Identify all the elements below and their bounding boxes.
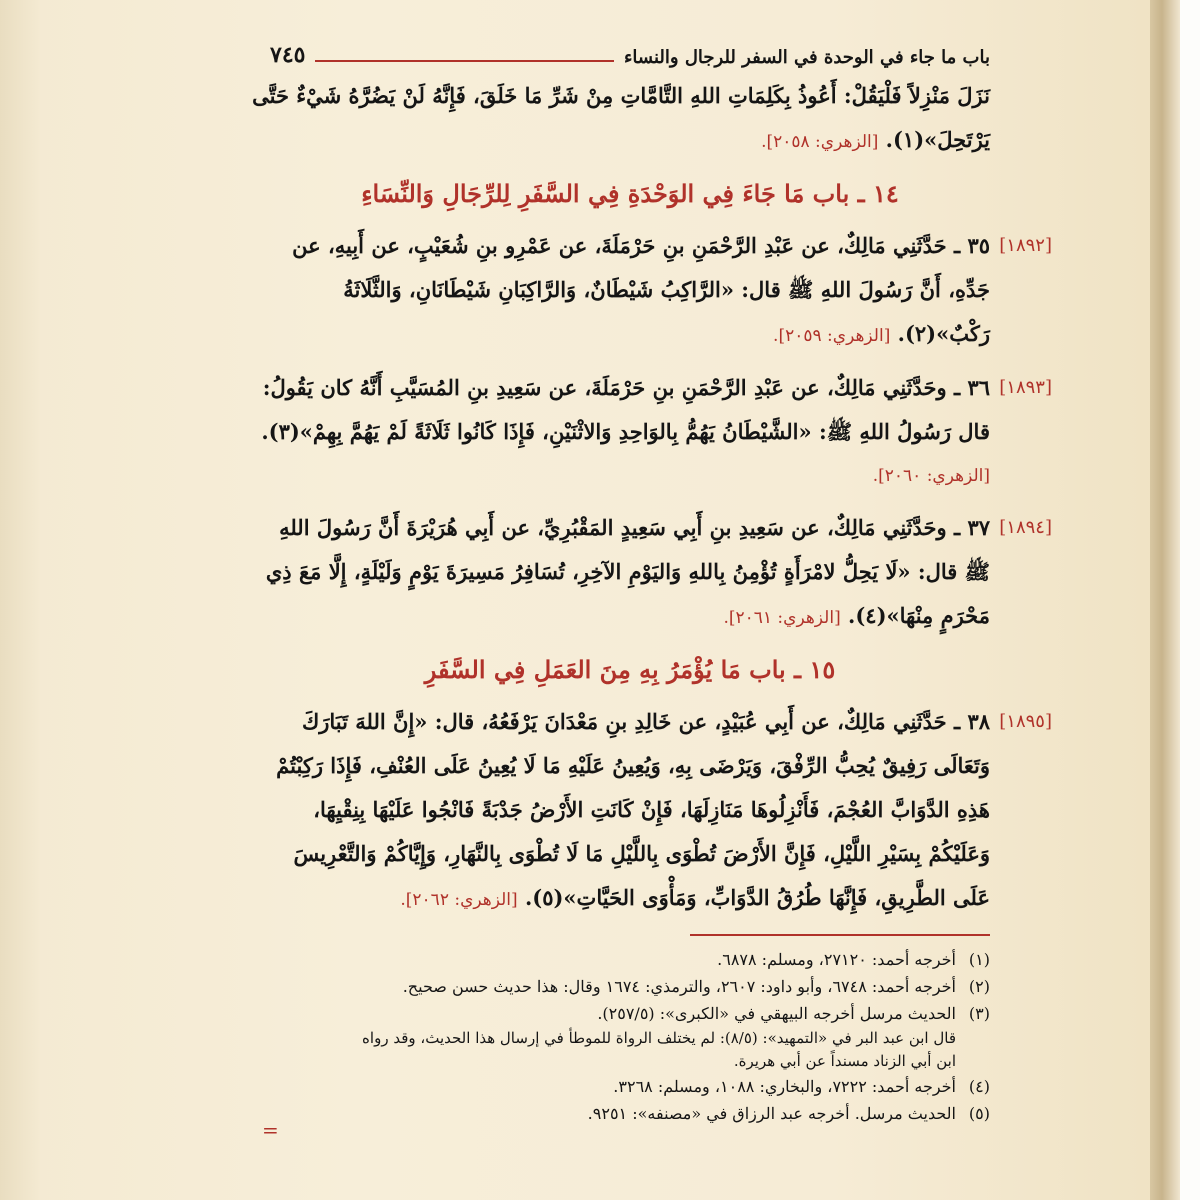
- text-line: [270, 312, 990, 358]
- text-line: ٣٨ ـ حَدَّثَنِي مَالِكٌ، عن أَبِي عُبَيْدٍ، عن خَالِدِ بنِ مَعْدَانَ يَرْفَعُهُ، قال: «إِنَّ اللهَ تَبَارَكَ: [301, 709, 990, 734]
- footnote-continuation: [270, 1027, 990, 1073]
- text-line: هَذِهِ الدَّوَابَّ العُجْمَ، فَأَنْزِلُوهَا مَنَازِلَهَا، فَإِنْ كَانَتِ الأَرْضُ جَدْبَةً فَانْجُوا عَلَيْهَا بِنِقْيِهَا،: [313, 797, 990, 822]
- hadith-paragraph: [265, 506, 1052, 640]
- reference: [الزهري: ٢٠٥٩].: [773, 326, 891, 346]
- text-fragment: يَرْتَحِلَ»(١).: [878, 127, 990, 152]
- hadith-paragraph: [270, 700, 1052, 922]
- footnote-number: (٥): [968, 1104, 990, 1123]
- text-fragment: عَلَى الطَّرِيقِ، فَإِنَّهَا طُرُقُ الدَّوَابِّ، وَمَأْوَى الحَيَّاتِ»(٥).: [517, 885, 990, 910]
- text-line: نَزَلَ مَنْزِلاً فَلْيَقُلْ: أَعُوذُ بِكَلِمَاتِ اللهِ التَّامَّاتِ مِنْ شَرِّ مَا خَلَقَ، فَإِنَّهُ لَنْ يَضُرَّهُ شَيْءٌ حَتَّى: [252, 83, 990, 108]
- running-title: باب ما جاء في الوحدة في السفر للرجال والنساء: [623, 47, 990, 68]
- footnote: [270, 1073, 990, 1100]
- hadith-number-mark: [١٨٩٢]: [999, 235, 1052, 256]
- footnote-text: الحديث مرسل. أخرجه عبد الرزاق في «مصنفه»: ٩٢٥١.: [587, 1104, 956, 1123]
- page-content: [252, 38, 1052, 1158]
- hadith-number-mark: [١٨٩٤]: [999, 517, 1052, 538]
- page-edge: [1150, 0, 1180, 1200]
- reference: [الزهري: ٢٠٦١].: [723, 608, 841, 628]
- footnote-number: (٤): [968, 1077, 990, 1096]
- text-line: [270, 876, 990, 922]
- footnote-text: الحديث مرسل أخرجه البيهقي في «الكبرى»: (٢٥٧/٥).: [597, 1004, 956, 1023]
- footnote: [270, 973, 990, 1000]
- footnote-text: أخرجه أحمد: ٧٢٢٢، والبخاري: ١٠٨٨، ومسلم: ٣٢٦٨.: [613, 1077, 956, 1096]
- hadith-paragraph: [270, 224, 1052, 358]
- text-line: جَدِّهِ، أَنَّ رَسُولَ اللهِ ﷺ قال: «الرَّاكِبُ شَيْطَانٌ، وَالرَّاكِبَانِ شَيْطَانَانِ، وَالثَّلَاثَةُ: [343, 277, 990, 302]
- continuation-mark: =: [262, 1118, 279, 1142]
- hadith-paragraph: [261, 366, 1052, 498]
- text-line: قال رَسُولُ اللهِ ﷺ: «الشَّيْطَانُ يَهُمُّ بِالوَاحِدِ وَالاثْنَيْنِ، فَإِذَا كَانُوا ثَلَاثَةً لَمْ يَهُمَّ بِهِمْ»(٣).: [261, 419, 990, 444]
- footnote-rule: [690, 934, 990, 936]
- footnote-number: (٢): [968, 977, 990, 996]
- reference: [الزهري: ٢٠٦٠].: [872, 466, 990, 486]
- continuation-paragraph: [252, 74, 990, 164]
- text-line: ٣٧ ـ وحَدَّثَنِي مَالِكٌ، عن سَعِيدِ بنِ أَبِي سَعِيدٍ المَقْبُرِيِّ، عن أَبِي هُرَيْرَةَ أَنَّ رَسُولَ اللهِ: [279, 515, 990, 540]
- text-line: [270, 118, 990, 164]
- text-fragment: مَحْرَمٍ مِنْهَا»(٤).: [840, 603, 990, 628]
- page-number: ٧٤٥: [270, 42, 306, 68]
- reference: [الزهري: ٢٠٥٨].: [761, 132, 879, 152]
- text-line: وَعَلَيْكُمْ بِسَيْرِ اللَّيْلِ، فَإِنَّ الأَرْضَ تُطْوَى بِاللَّيْلِ مَا لَا تُطْوَى بِالنَّهَارِ، وَإِيَّاكُمْ وَالتَّعْرِيسَ: [293, 841, 990, 866]
- footnote: [270, 1000, 990, 1027]
- footnote: [270, 946, 990, 973]
- footnote: [270, 1100, 990, 1127]
- running-head: [270, 38, 990, 68]
- footnote-text: أخرجه أحمد: ٢٧١٢٠، ومسلم: ٦٨٧٨.: [717, 950, 956, 969]
- text-line: قال ابن عبد البر في «التمهيد»: (٨/٥): لم يختلف الرواة للموطأ في إرسال هذا الحديث، وقد رواه: [362, 1029, 956, 1047]
- text-line: ٣٦ ـ وحَدَّثَنِي مَالِكٌ، عن عَبْدِ الرَّحْمَنِ بنِ حَرْمَلَةَ، عن سَعِيدِ بنِ المُسَيَّبِ أَنَّهُ كان يَقُولُ:: [262, 375, 990, 400]
- reference: [الزهري: ٢٠٦٢].: [400, 890, 518, 910]
- text-line: [270, 594, 990, 640]
- footnotes: [270, 946, 990, 1127]
- text-line: ٣٥ ـ حَدَّثَنِي مَالِكٌ، عن عَبْدِ الرَّحْمَنِ بنِ حَرْمَلَةَ، عن عَمْرِو بنِ شُعَيْبٍ، عن أَبِيهِ، عن: [292, 233, 990, 258]
- chapter-heading: ١٥ ـ باب مَا يُؤْمَرُ بِهِ مِنَ العَمَلِ فِي السَّفَرِ: [424, 655, 836, 684]
- text-fragment: رَكْبٌ»(٢).: [890, 321, 990, 346]
- footnote-text: أخرجه أحمد: ٦٧٤٨، وأبو داود: ٢٦٠٧، والترمذي: ١٦٧٤ وقال: هذا حديث حسن صحيح.: [402, 977, 956, 996]
- header-rule: [315, 60, 614, 62]
- hadith-number-mark: [١٨٩٣]: [999, 377, 1052, 398]
- hadith-number-mark: [١٨٩٥]: [999, 711, 1052, 732]
- page-gutter: [0, 0, 40, 1200]
- footnote-number: (١): [968, 950, 990, 969]
- footnote-number: (٣): [968, 1004, 990, 1023]
- chapter-heading: ١٤ ـ باب مَا جَاءَ فِي الوَحْدَةِ فِي السَّفَرِ لِلرِّجَالِ وَالنِّسَاءِ: [361, 179, 899, 208]
- text-line: ﷺ قال: «لَا يَحِلُّ لامْرَأَةٍ تُؤْمِنُ بِاللهِ وَاليَوْمِ الآخِرِ، تُسَافِرُ مَسِيرَةَ يَوْمٍ وَلَيْلَةٍ، إِلَّا مَعَ ذِي: [265, 559, 990, 584]
- text-line: ابن أبي الزناد مسنداً عن أبي هريرة.: [733, 1052, 956, 1070]
- text-line: وَتَعَالَى رَفِيقٌ يُحِبُّ الرِّفْقَ، وَيَرْضَى بِهِ، وَيُعِينُ عَلَيْهِ مَا لَا يُعِينُ عَلَى العُنْفِ، فَإِذَا رَكِبْتُمْ: [276, 753, 990, 778]
